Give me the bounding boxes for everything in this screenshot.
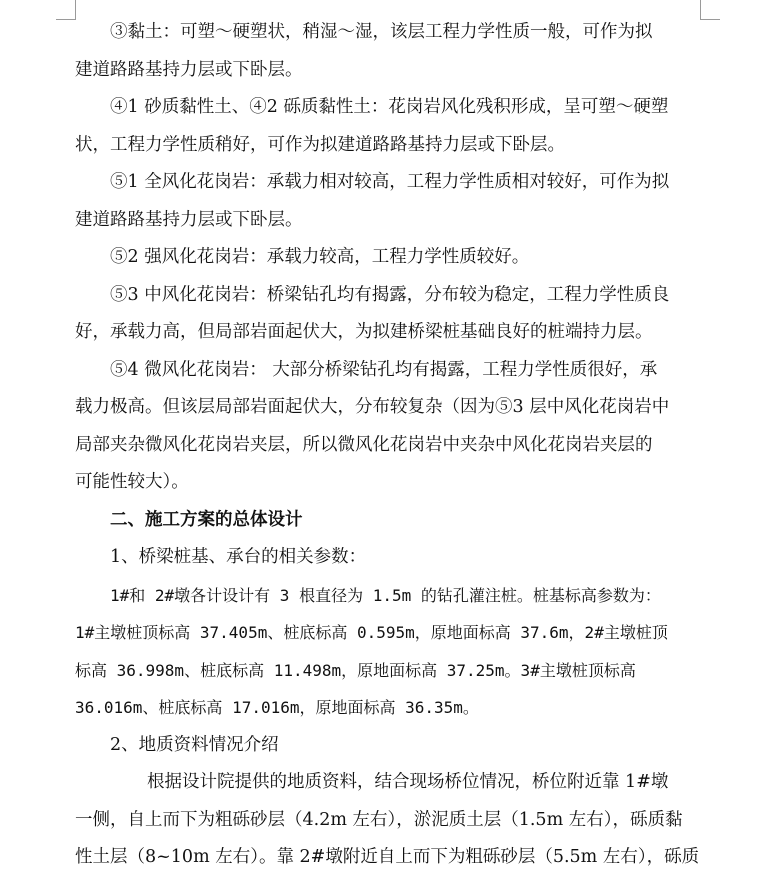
- page-corner-mark-left: [56, 0, 76, 20]
- text-line: ⑤3 中风化花岗岩：桥梁钻孔均有揭露，分布较为稳定，工程力学性质良: [110, 284, 670, 305]
- section-heading: 二、施工方案的总体设计: [110, 509, 303, 530]
- text-line: 状，工程力学性质稍好，可作为拟建道路路基持力层或下卧层。: [75, 134, 565, 155]
- text-line: 局部夹杂微风化花岗岩夹层，所以微风化花岗岩中夹杂中风化花岗岩夹层的: [75, 434, 653, 455]
- text-line: ④1 砂质黏性土、④2 砾质黏性土：花岗岩风化残积形成，呈可塑～硬塑: [110, 97, 669, 117]
- text-line: 可能性较大）。: [75, 472, 189, 492]
- text-line: ⑤4 微风化花岗岩： 大部分桥梁钻孔均有揭露，工程力学性质很好，承: [110, 359, 658, 380]
- text-line: 1#主墩桩顶标高 37.405m、桩底标高 0.595m，原地面标高 37.6m，2#主墩桩顶: [75, 623, 668, 642]
- page-corner-mark-right: [700, 0, 720, 20]
- text-line: 建道路路基持力层或下卧层。: [75, 209, 303, 230]
- text-line: 1#和 2#墩各计设计有 3 根直径为 1.5m 的钻孔灌注桩。桩基标高参数为：: [110, 585, 661, 605]
- text-line: ③黏土：可塑～硬塑状，稍湿～湿，该层工程力学性质一般，可作为拟: [110, 22, 653, 42]
- text-line: 建道路路基持力层或下卧层。: [75, 59, 303, 80]
- text-line: 根据设计院提供的地质资料，结合现场桥位情况，桥位附近靠 1#墩: [147, 772, 669, 792]
- text-line: 标高 36.998m、桩底标高 11.498m，原地面标高 37.25m。3#主墩桩顶标高: [75, 660, 636, 680]
- text-line: 36.016m、桩底标高 17.016m，原地面标高 36.35m。: [75, 698, 479, 717]
- document-page: [75, 14, 703, 877]
- text-line: 好，承载力高，但局部岩面起伏大，为拟建桥梁桩基础良好的桩端持力层。: [75, 322, 653, 342]
- text-line: ⑤1 全风化花岗岩：承载力相对较高，工程力学性质相对较好，可作为拟: [110, 172, 670, 192]
- subsection-heading: 1、桥梁桩基、承台的相关参数：: [110, 547, 367, 567]
- text-line: 一侧，自上而下为粗砾砂层（4.2m 左右），淤泥质土层（1.5m 左右），砾质黏: [75, 809, 683, 830]
- subsection-heading: 2、地质资料情况介绍: [110, 734, 279, 755]
- text-line: 性土层（8~10m 左右）。靠 2#墩附近自上而下为粗砾砂层（5.5m 左右），砾质: [75, 847, 700, 867]
- text-line: 载力极高。但该层局部岩面起伏大，分布较复杂（因为⑤3 层中风化花岗岩中: [75, 397, 670, 417]
- text-line: ⑤2 强风化花岗岩：承载力较高，工程力学性质较好。: [110, 247, 530, 267]
